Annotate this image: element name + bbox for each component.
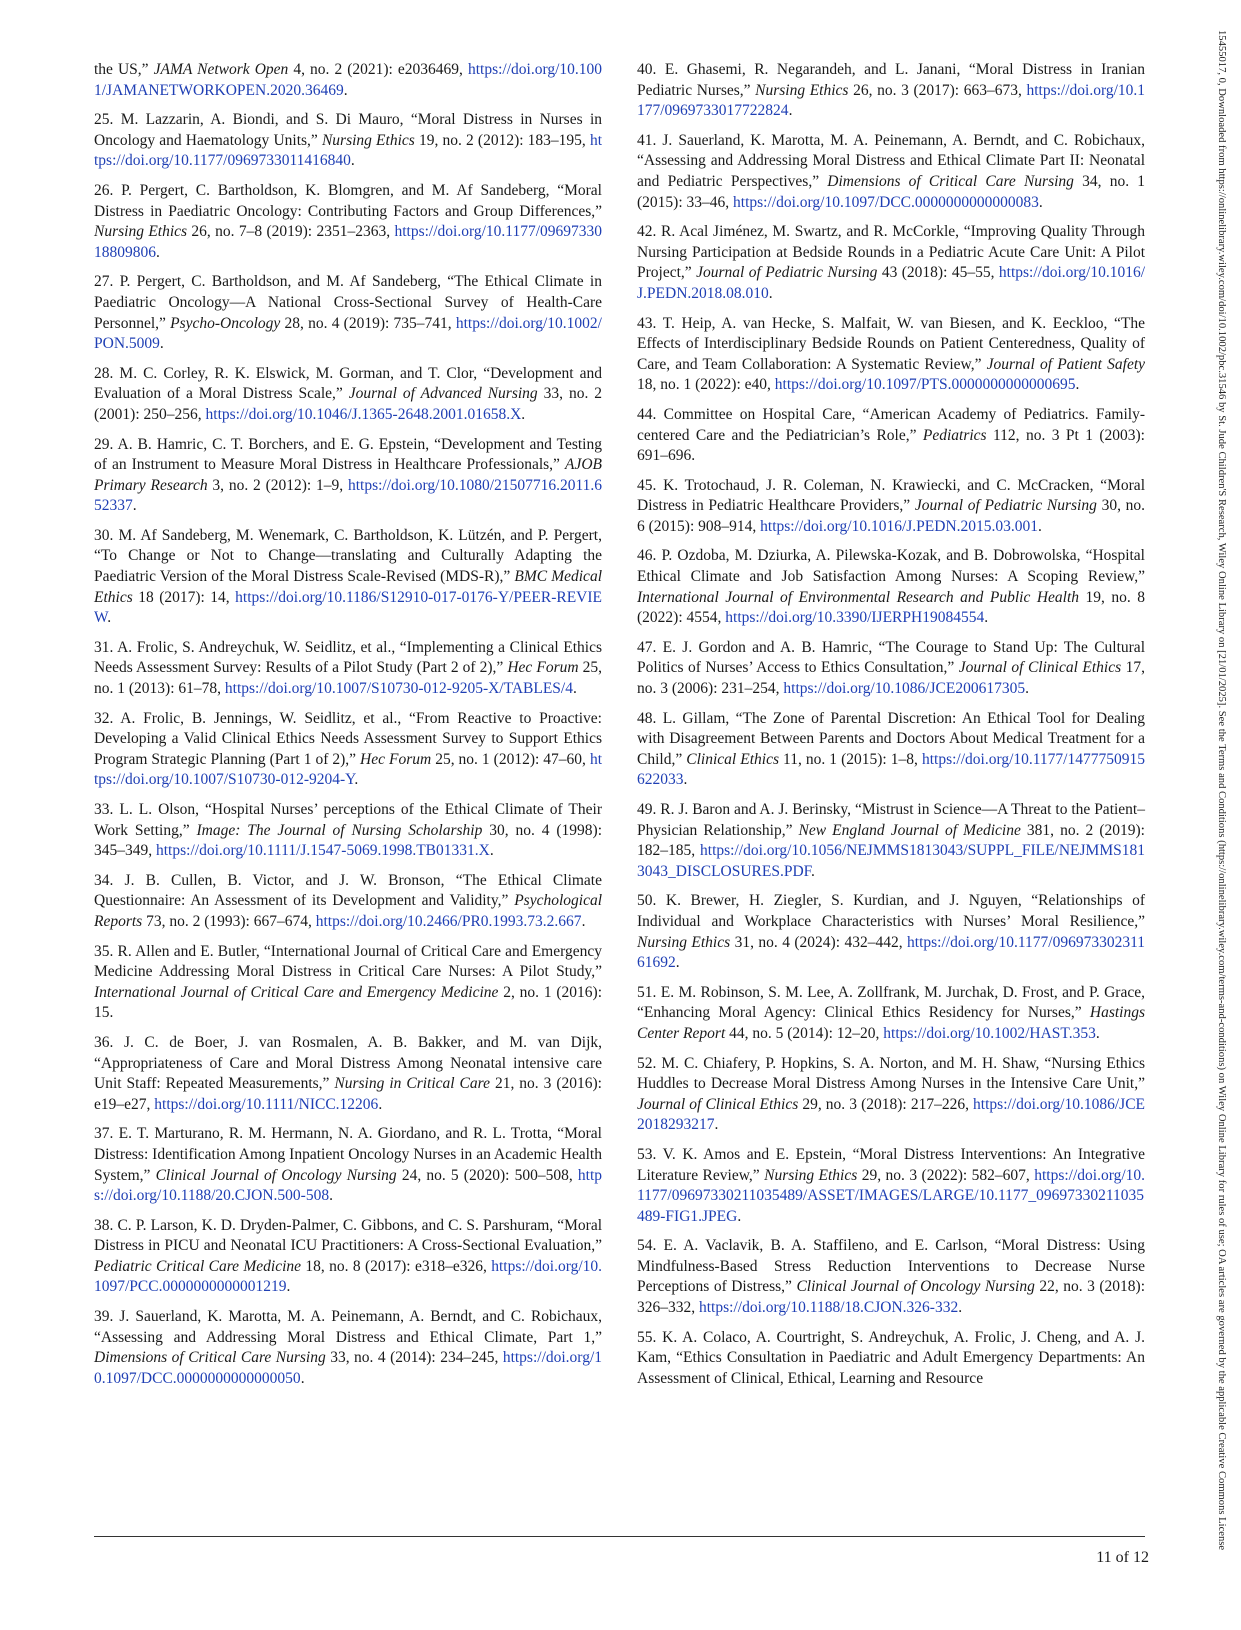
reference-journal: Nursing Ethics bbox=[94, 223, 188, 241]
reference-entry bbox=[94, 1033, 602, 1115]
reference-journal: Hec Forum bbox=[360, 750, 432, 768]
reference-entry bbox=[94, 871, 602, 933]
reference-volume-pages: 3, no. 2 (2012): 1–9, bbox=[212, 476, 344, 494]
reference-entry bbox=[637, 476, 1145, 538]
reference-end-punctuation: . bbox=[156, 243, 160, 261]
doi-link[interactable]: https://doi.org/10.1046/J.1365-2648.2001.01658.X bbox=[205, 405, 522, 423]
reference-volume-pages: 381, no. 2 (2019): 182–185, bbox=[637, 821, 1145, 860]
reference-volume-pages: 4, no. 2 (2021): e2036469, bbox=[293, 61, 463, 78]
reference-volume-pages: 34, no. 1 (2015): 33–46, bbox=[637, 172, 1146, 211]
reference-journal: Psychological Reports bbox=[94, 892, 603, 930]
reference-volume-pages: 26, no. 3 (2017): 663–673, bbox=[853, 81, 1022, 99]
reference-entry bbox=[637, 638, 1145, 700]
reference-volume-pages: 19, no. 2 (2012): 183–195, bbox=[418, 131, 586, 149]
reference-entry bbox=[94, 181, 602, 263]
reference-entry bbox=[637, 709, 1145, 791]
reference-authors-title: 34. J. B. Cullen, B. Victor, and J. W. Bronson, “The Ethical Climate Questionnaire: An Assessment of its Development and Validity,” bbox=[94, 871, 602, 910]
reference-entry bbox=[94, 272, 602, 354]
reference-entry bbox=[94, 1307, 602, 1389]
reference-entry bbox=[94, 709, 602, 791]
reference-journal: Image: The Journal of Nursing Scholarship bbox=[196, 821, 483, 839]
reference-authors-title: 43. T. Heip, A. van Hecke, S. Malfait, W. van Biesen, and K. Eeckloo, “The Effects of Interdisciplinary Bedside Rounds on Patient Centeredness, Quality of Care, and Team Collaboration: A Systematic Review,” bbox=[637, 314, 1145, 373]
doi-link[interactable]: https://doi.org/10.1016/J.PEDN.2018.08.010 bbox=[637, 264, 1146, 302]
reference-end-punctuation: . bbox=[683, 771, 688, 789]
reference-end-punctuation: . bbox=[572, 680, 577, 698]
reference-authors-title: 31. A. Frolic, S. Andreychuk, W. Seidlitz, et al., “Implementing a Clinical Ethics Needs Assessment Survey: Results of a Pilot Study (Part 2 of 2),” bbox=[94, 638, 602, 677]
reference-volume-pages: 22, no. 3 (2018): 326–332, bbox=[637, 1278, 1146, 1317]
doi-link[interactable]: https://doi.org/10.1080/21507716.2011.652337 bbox=[94, 476, 602, 515]
reference-authors-title: 39. J. Sauerland, K. Marotta, M. A. Peinemann, A. Berndt, and C. Robichaux, “Assessing and Addressing Moral Distress and Ethical Climate, Part 1,” bbox=[94, 1308, 602, 1346]
reference-volume-pages: 43 (2018): 45–55, bbox=[881, 264, 995, 282]
reference-authors-title: 40. E. Ghasemi, R. Negarandeh, and L. Janani, “Moral Distress in Iranian Pediatric Nurses,” bbox=[637, 61, 1145, 99]
reference-entry bbox=[637, 800, 1145, 882]
reference-journal: Nursing Ethics bbox=[637, 933, 731, 951]
reference-journal: Clinical Journal of Oncology Nursing bbox=[796, 1278, 1035, 1296]
doi-link[interactable]: https://doi.org/10.1002/PON.5009 bbox=[94, 314, 602, 353]
reference-authors-title: 45. K. Trotochaud, J. R. Coleman, N. Krawiecki, and C. McCracken, “Moral Distress in Pediatric Healthcare Providers,” bbox=[637, 476, 1145, 515]
reference-journal: Clinical Ethics bbox=[686, 750, 779, 768]
reference-authors-title: 47. E. J. Gordon and A. B. Hamric, “The Courage to Stand Up: The Cultural Politics of Nurses’ Access to Ethics Consultation,” bbox=[637, 638, 1145, 677]
reference-journal: Nursing Ethics bbox=[755, 81, 849, 99]
doi-link[interactable]: https://doi.org/10.1007/S10730-012-9205-X/TABLES/4 bbox=[224, 680, 573, 698]
doi-link[interactable]: https://doi.org/10.1177/0969733018809806 bbox=[94, 223, 603, 261]
reference-authors-title: 26. P. Pergert, C. Bartholdson, K. Blomgren, and M. Af Sandeberg, “Moral Distress in Paediatric Oncology: Contributing Factors and Group Differences,” bbox=[94, 181, 602, 220]
reference-authors-title: 49. R. J. Baron and A. J. Berinsky, “Mistrust in Science—A Threat to the Patient–Physician Relationship,” bbox=[637, 801, 1145, 839]
reference-entry bbox=[637, 1236, 1145, 1318]
reference-journal: Psycho-Oncology bbox=[170, 314, 281, 332]
doi-link[interactable]: https://doi.org/10.1177/1477750915622033 bbox=[637, 750, 1145, 789]
reference-volume-pages: 33, no. 4 (2014): 234–245, bbox=[330, 1349, 499, 1367]
reference-end-punctuation: . bbox=[378, 1095, 383, 1113]
reference-entry bbox=[94, 942, 602, 1024]
reference-authors-title: 38. C. P. Larson, K. D. Dryden-Palmer, C. Gibbons, and C. S. Parshuram, “Moral Distress in PICU and Neonatal ICU Practitioners: A Cross-Sectional Evaluation,” bbox=[94, 1216, 602, 1255]
reference-volume-pages: 2, no. 1 (2016): 15. bbox=[94, 983, 603, 1022]
reference-authors-title: 37. E. T. Marturano, R. M. Hermann, N. A. Giordano, and R. L. Trotta, “Moral Distress: Identification Among Inpatient Oncology Nurses in an Academic Health System,” bbox=[94, 1125, 602, 1184]
reference-journal: International Journal of Critical Care and Emergency Medicine bbox=[94, 983, 499, 1001]
reference-volume-pages: 30, no. 6 (2015): 908–914, bbox=[637, 497, 1146, 535]
reference-volume-pages: 24, no. 5 (2020): 500–508, bbox=[401, 1166, 573, 1184]
doi-link[interactable]: https://doi.org/10.1177/09697330211035489/ASSET/IMAGES/LARGE/10.1177_09697330211035489-FIG1.JPEG bbox=[637, 1166, 1146, 1225]
reference-authors-title: 29. A. B. Hamric, C. T. Borchers, and E. G. Epstein, “Development and Testing of an Instrument to Measure Moral Distress in Healthcare Professionals,” bbox=[94, 435, 602, 474]
doi-link[interactable]: https://doi.org/10.1056/NEJMMS1813043/SUPPL_FILE/NEJMMS1813043_DISCLOSURES.PDF bbox=[637, 842, 1145, 880]
reference-end-punctuation: . bbox=[489, 842, 494, 860]
reference-authors-title: 36. J. C. de Boer, J. van Rosmalen, A. B. Bakker, and M. van Dijk, “Appropriateness of Care and Moral Distress Among Neonatal intensive care Unit Staff: Repeated Measurements,” bbox=[94, 1033, 602, 1093]
reference-journal: Journal of Patient Safety bbox=[986, 355, 1146, 373]
doi-link[interactable]: https://doi.org/10.1097/PCC.0000000000001219 bbox=[94, 1257, 603, 1296]
reference-volume-pages: 29, no. 3 (2018): 217–226, bbox=[802, 1095, 969, 1113]
reference-journal: International Journal of Environmental Research and Public Health bbox=[637, 588, 1080, 606]
page-number: 11 of 12 bbox=[1096, 1549, 1149, 1566]
reference-entry bbox=[94, 638, 602, 700]
reference-journal: JAMA Network Open bbox=[153, 61, 289, 78]
reference-end-punctuation: . bbox=[329, 1187, 333, 1205]
reference-journal: Pediatrics bbox=[922, 426, 987, 444]
reference-entry bbox=[94, 800, 602, 862]
reference-volume-pages: 29, no. 3 (2022): 582–607, bbox=[861, 1166, 1030, 1184]
reference-entry bbox=[637, 131, 1145, 213]
reference-entry bbox=[94, 1124, 602, 1206]
reference-journal: Dimensions of Critical Care Nursing bbox=[94, 1349, 326, 1367]
reference-volume-pages: 18 (2017): 14, bbox=[138, 588, 230, 606]
reference-volume-pages: 26, no. 7–8 (2019): 2351–2363, bbox=[191, 223, 391, 241]
reference-end-punctuation: . bbox=[354, 771, 359, 789]
reference-end-punctuation: . bbox=[1038, 517, 1042, 535]
doi-link[interactable]: https://doi.org/10.1086/JCE2018293217 bbox=[637, 1095, 1145, 1134]
reference-volume-pages: 33, no. 2 (2001): 250–256, bbox=[94, 385, 603, 423]
reference-volume-pages: 18, no. 1 (2022): e40, bbox=[637, 376, 771, 394]
reference-journal: Pediatric Critical Care Medicine bbox=[94, 1257, 302, 1275]
reference-end-punctuation: . bbox=[714, 1116, 719, 1134]
reference-entry bbox=[637, 983, 1145, 1045]
reference-journal: Hec Forum bbox=[507, 659, 579, 677]
doi-link[interactable]: https://doi.org/10.2466/PR0.1993.73.2.667 bbox=[315, 912, 582, 930]
reference-end-punctuation: . bbox=[581, 912, 586, 930]
reference-authors-title: 33. L. L. Olson, “Hospital Nurses’ perceptions of the Ethical Climate of Their Work Setting,” bbox=[94, 801, 602, 839]
reference-authors-title: 30. M. Af Sandeberg, M. Wenemark, C. Bartholdson, K. Lützén, and P. Pergert, “To Change or Not to Change—translating and Culturally Adapting the Paediatric Version of the Moral Distress Scale-Revised (MDS-R),” bbox=[94, 526, 602, 586]
reference-authors-title: 32. A. Frolic, B. Jennings, W. Seidlitz, et al., “From Reactive to Proactive: Developing a Valid Clinical Ethics Needs Assessment Survey to Support Ethics Program Strategic Planning (Part 1 of 2),” bbox=[94, 709, 602, 768]
doi-link[interactable]: https://doi.org/10.1188/20.CJON.500-508 bbox=[94, 1166, 603, 1205]
doi-link[interactable]: https://doi.org/10.1188/18.CJON.326-332 bbox=[699, 1299, 959, 1317]
reference-end-punctuation: . bbox=[958, 1299, 963, 1317]
reference-entry bbox=[637, 222, 1145, 304]
reference-journal: Dimensions of Critical Care Nursing bbox=[827, 172, 1074, 190]
reference-journal: Nursing in Critical Care bbox=[334, 1075, 490, 1093]
reference-end-punctuation: . bbox=[159, 335, 164, 353]
doi-link[interactable]: https://doi.org/10.1177/0969733011416840 bbox=[94, 131, 603, 170]
reference-column-left bbox=[94, 60, 602, 1398]
reference-volume-pages: 18, no. 8 (2017): e318–e326, bbox=[305, 1257, 487, 1275]
doi-link[interactable]: https://doi.org/10.1002/HAST.353 bbox=[883, 1024, 1096, 1042]
reference-journal: Hastings Center Report bbox=[637, 1004, 1145, 1042]
reference-authors-title: 44. Committee on Hospital Care, “American Academy of Pediatrics. Family-centered Care and the Pediatrician’s Role,” bbox=[637, 405, 1145, 444]
reference-authors-title: 25. M. Lazzarin, A. Biondi, and S. Di Mauro, “Moral Distress in Nurses in Oncology and Haematology Units,” bbox=[94, 111, 602, 149]
reference-volume-pages: 25, no. 1 (2013): 61–78, bbox=[94, 659, 603, 698]
reference-end-punctuation: . bbox=[1095, 1024, 1100, 1042]
reference-journal: New England Journal of Medicine bbox=[798, 821, 1021, 839]
reference-authors-title: 53. V. K. Amos and E. Epstein, “Moral Distress Interventions: An Integrative Literature Review,” bbox=[637, 1145, 1145, 1184]
reference-journal: Journal of Clinical Ethics bbox=[637, 1095, 799, 1113]
reference-entry bbox=[637, 314, 1145, 396]
reference-authors-title: 51. E. M. Robinson, S. M. Lee, A. Zollfrank, M. Jurchak, D. Frost, and P. Grace, “Enhancing Moral Agency: Clinical Ethics Residency for Nurses,” bbox=[637, 983, 1145, 1022]
doi-link[interactable]: https://doi.org/10.1007/S10730-012-9204-Y bbox=[94, 750, 602, 789]
reference-authors-title: 54. E. A. Vaclavik, B. A. Staffileno, and E. Carlson, “Moral Distress: Using Mindfulness-Based Stress Reduction Interventions to Decrease Nurse Perceptions of Distress,” bbox=[637, 1237, 1145, 1296]
reference-volume-pages: 44, no. 5 (2014): 12–20, bbox=[729, 1024, 880, 1042]
reference-end-punctuation: . bbox=[343, 81, 348, 99]
doi-link[interactable]: https://doi.org/10.1097/DCC.0000000000000083 bbox=[733, 193, 1039, 211]
reference-entry bbox=[94, 526, 602, 629]
doi-link[interactable]: https://doi.org/10.1086/JCE200617305 bbox=[783, 680, 1026, 698]
reference-journal: Nursing Ethics bbox=[764, 1166, 858, 1184]
reference-entry bbox=[94, 1216, 602, 1298]
reference-authors-title: 55. K. A. Colaco, A. Courtright, S. Andreychuk, A. Frolic, J. Cheng, and A. J. Kam, “Ethics Consultation in Paediatric and Adult Emergency Departments: An Assessment of Clinical, Ethical, Learning and Resource bbox=[637, 1328, 1145, 1387]
download-side-note: 15455017, 0, Downloaded from https://onlinelibrary.wiley.com/doi/10.1002/pbc.31546 by St. Jude Children'S Research, Wiley Online Library on [21/01/2025]. See the Terms and Conditions (https://onlinelibrary.wiley.com/terms-and-conditions) on Wiley Online Library for rules of use; OA articles are governed by the applicable Creative Commons License bbox=[1216, 30, 1227, 1551]
doi-link[interactable]: https://doi.org/10.3390/IJERPH19084554 bbox=[725, 609, 985, 627]
reference-entry bbox=[94, 110, 602, 172]
reference-authors-title: 50. K. Brewer, H. Ziegler, S. Kurdian, and J. Nguyen, “Relationships of Individual and Workplace Characteristics with Nurses’ Moral Resilience,” bbox=[637, 892, 1145, 930]
reference-entry bbox=[637, 891, 1145, 973]
reference-authors-title: 27. P. Pergert, C. Bartholdson, and M. Af Sandeberg, “The Ethical Climate in Paediatric Oncology—A National Cross-Sectional Survey of Health-Care Personnel,” bbox=[94, 273, 602, 332]
reference-entry bbox=[637, 1328, 1145, 1390]
reference-entry bbox=[637, 405, 1145, 467]
reference-volume-pages: 28, no. 4 (2019): 735–741, bbox=[284, 314, 452, 332]
reference-volume-pages: 25, no. 1 (2012): 47–60, bbox=[435, 750, 586, 768]
reference-end-punctuation: . bbox=[788, 102, 793, 120]
reference-journal: Journal of Clinical Ethics bbox=[958, 659, 1122, 677]
reference-journal: Clinical Journal of Oncology Nursing bbox=[155, 1166, 397, 1184]
reference-journal: Nursing Ethics bbox=[321, 131, 415, 149]
reference-end-punctuation: . bbox=[1025, 680, 1029, 698]
doi-link[interactable]: https://doi.org/10.1111/J.1547-5069.1998.TB01331.X bbox=[156, 842, 490, 860]
doi-link[interactable]: https://doi.org/10.1177/09697330231161692 bbox=[637, 933, 1145, 972]
reference-volume-pages: 31, no. 4 (2024): 432–442, bbox=[734, 933, 903, 951]
reference-journal: Journal of Pediatric Nursing bbox=[914, 497, 1097, 515]
reference-authors-title: 52. M. C. Chiafery, P. Hopkins, S. A. Norton, and M. H. Shaw, “Nursing Ethics Huddles to Decrease Moral Distress Among Nurses in the Intensive Care Unit,” bbox=[637, 1054, 1145, 1093]
doi-link[interactable]: https://doi.org/10.1097/DCC.0000000000000050 bbox=[94, 1349, 602, 1387]
reference-authors-title: 48. L. Gillam, “The Zone of Parental Discretion: An Ethical Tool for Dealing with Disagreement Between Parents and Doctors About Medical Treatment for a Child,” bbox=[637, 709, 1145, 768]
reference-authors-title: 35. R. Allen and E. Butler, “International Journal of Critical Care and Emergency Medicine Addressing Moral Distress in Critical Care Nurses: A Pilot Study,” bbox=[94, 942, 602, 981]
doi-link[interactable]: https://doi.org/10.1111/NICC.12206 bbox=[154, 1095, 379, 1113]
reference-authors-title: 42. R. Acal Jiménez, M. Swartz, and R. McCorkle, “Improving Quality Through Nursing Participation at Bedside Rounds in a Pediatric Acute Care Unit: A Pilot Project,” bbox=[637, 223, 1145, 282]
reference-volume-pages: 11, no. 1 (2015): 1–8, bbox=[783, 750, 918, 768]
reference-end-punctuation: . bbox=[768, 284, 773, 302]
reference-entry bbox=[637, 60, 1145, 122]
reference-end-punctuation: . bbox=[1038, 193, 1043, 211]
reference-authors-title: 41. J. Sauerland, K. Marotta, M. A. Peinemann, A. Berndt, and C. Robichaux, “Assessing and Addressing Moral Distress and Ethical Climate Part II: Neonatal and Pediatric Perspectives,” bbox=[637, 131, 1145, 190]
reference-journal: Journal of Advanced Nursing bbox=[348, 385, 538, 403]
doi-link[interactable]: https://doi.org/10.1097/PTS.0000000000000695 bbox=[774, 376, 1076, 394]
doi-link[interactable]: https://doi.org/10.1177/0969733017722824 bbox=[637, 81, 1146, 120]
reference-entry bbox=[94, 364, 602, 426]
reference-journal: AJOB Primary Research bbox=[94, 456, 602, 494]
reference-entry bbox=[637, 546, 1145, 628]
reference-entry bbox=[94, 435, 602, 517]
reference-end-punctuation: . bbox=[984, 609, 989, 627]
reference-end-punctuation: . bbox=[675, 954, 680, 972]
reference-volume-pages: 73, no. 2 (1993): 667–674, bbox=[146, 912, 312, 930]
reference-end-punctuation: . bbox=[300, 1369, 305, 1387]
reference-end-punctuation: . bbox=[521, 405, 526, 423]
footer-divider bbox=[94, 1536, 1145, 1537]
reference-column-right bbox=[637, 60, 1145, 1398]
reference-end-punctuation: . bbox=[132, 497, 137, 515]
reference-end-punctuation: . bbox=[1075, 376, 1080, 394]
reference-entry bbox=[94, 60, 602, 101]
reference-entry bbox=[637, 1054, 1145, 1136]
reference-end-punctuation: . bbox=[286, 1278, 291, 1296]
reference-end-punctuation: . bbox=[350, 152, 355, 170]
reference-entry bbox=[637, 1145, 1145, 1227]
reference-authors-title: the US,” bbox=[94, 61, 149, 78]
reference-authors-title: 28. M. C. Corley, R. K. Elswick, M. Gorman, and T. Clor, “Development and Evaluation of a Moral Distress Scale,” bbox=[94, 364, 602, 403]
reference-volume-pages: 19, no. 8 (2022): 4554, bbox=[637, 588, 1146, 627]
reference-volume-pages: 21, no. 3 (2016): e19–e27, bbox=[94, 1075, 602, 1113]
reference-end-punctuation: . bbox=[811, 862, 815, 880]
reference-end-punctuation: . bbox=[107, 609, 112, 627]
doi-link[interactable]: https://doi.org/10.1186/S12910-017-0176-Y/PEER-REVIEW bbox=[94, 588, 603, 627]
reference-volume-pages: 30, no. 4 (1998): 345–349, bbox=[94, 821, 603, 860]
reference-end-punctuation: . bbox=[737, 1207, 742, 1225]
reference-volume-pages: 17, no. 3 (2006): 231–254, bbox=[637, 659, 1146, 698]
doi-link[interactable]: https://doi.org/10.1001/JAMANETWORKOPEN.2020.36469 bbox=[94, 61, 603, 99]
reference-authors-title: 46. P. Ozdoba, M. Dziurka, A. Pilewska-Kozak, and B. Dobrowolska, “Hospital Ethical Climate and Job Satisfaction Among Nurses: A Scoping Review,” bbox=[637, 547, 1145, 586]
reference-volume-pages: 112, no. 3 Pt 1 (2003): 691–696. bbox=[637, 426, 1145, 465]
doi-link[interactable]: https://doi.org/10.1016/J.PEDN.2015.03.001 bbox=[760, 517, 1039, 535]
reference-journal: BMC Medical Ethics bbox=[94, 568, 602, 606]
reference-journal: Journal of Pediatric Nursing bbox=[696, 264, 878, 282]
